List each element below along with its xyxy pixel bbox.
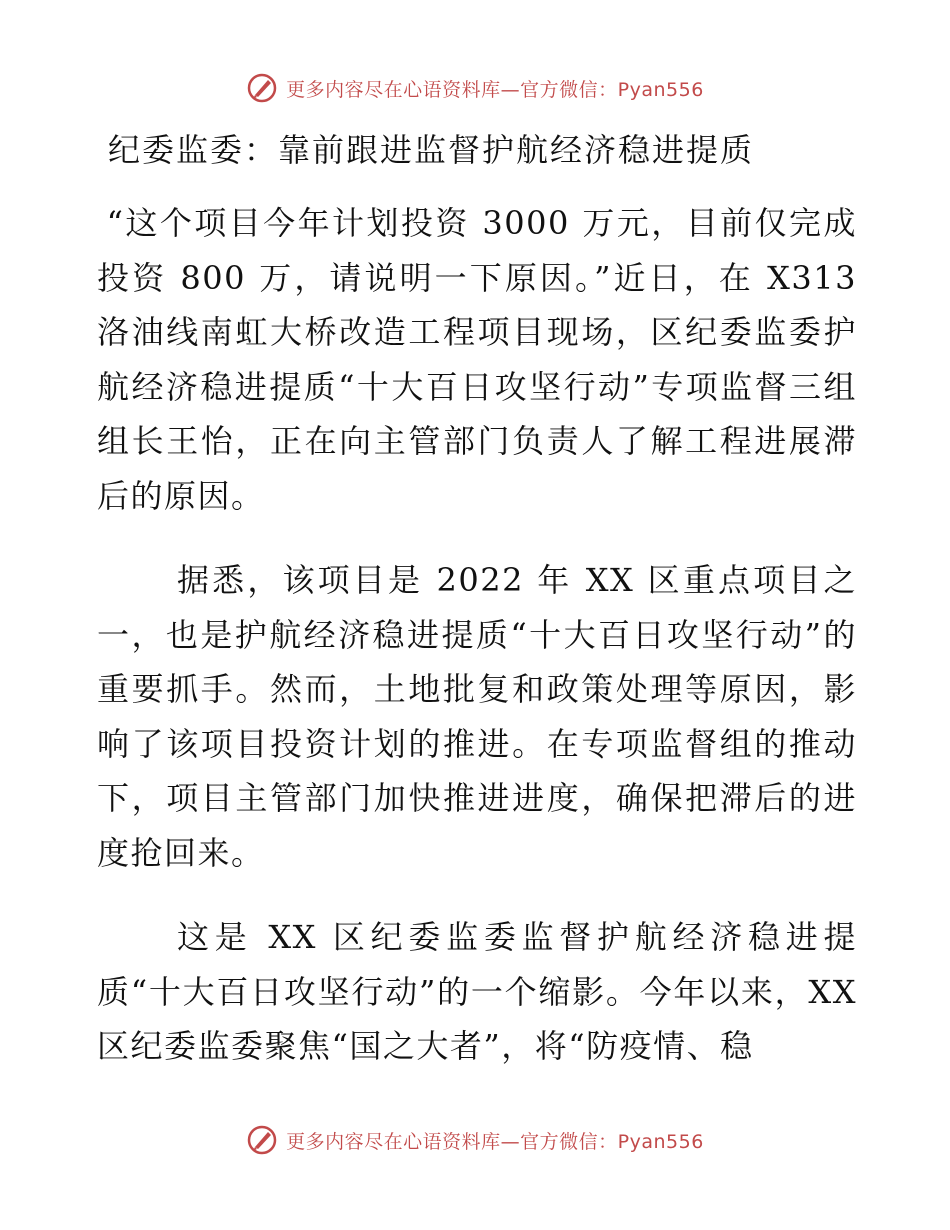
header-watermark [0, 72, 950, 104]
paragraph-1: “这个项目今年计划投资 3000 万元，目前仅完成投资 800 万，请说明一下原因。”近日，在 X313 洛油线南虹大桥改造工程项目现场，区纪委监委护航经济稳进提质“十大百日攻坚行动”专项监督三组组长王怡，正在向主管部门负责人了解工程进展滞后的原因。 [97, 204, 857, 515]
watermark-text: 更多内容尽在心语资料库—官方微信：Pyan556 [286, 1130, 704, 1153]
quill-pen-circle-icon [246, 1124, 278, 1156]
document-body [97, 196, 857, 1104]
paragraph-2: 据悉，该项目是 2022 年 XX 区重点项目之一，也是护航经济稳进提质“十大百日攻坚行动”的重要抓手。然而，土地批复和政策处理等原因，影响了该项目投资计划的推进。在专项监督组的推动下，项目主管部门加快推进进度，确保把滞后的进度抢回来。 [97, 561, 857, 872]
quill-pen-circle-icon [246, 72, 278, 104]
paragraph-3: 这是 XX 区纪委监委监督护航经济稳进提质“十大百日攻坚行动”的一个缩影。今年以来，XX 区纪委监委聚焦“国之大者”，将“防疫情、稳 [97, 918, 857, 1065]
document-title: 纪委监委：靠前跟进监督护航经济稳进提质 [108, 131, 755, 169]
watermark-text: 更多内容尽在心语资料库—官方微信：Pyan556 [286, 78, 704, 101]
footer-watermark [0, 1124, 950, 1156]
